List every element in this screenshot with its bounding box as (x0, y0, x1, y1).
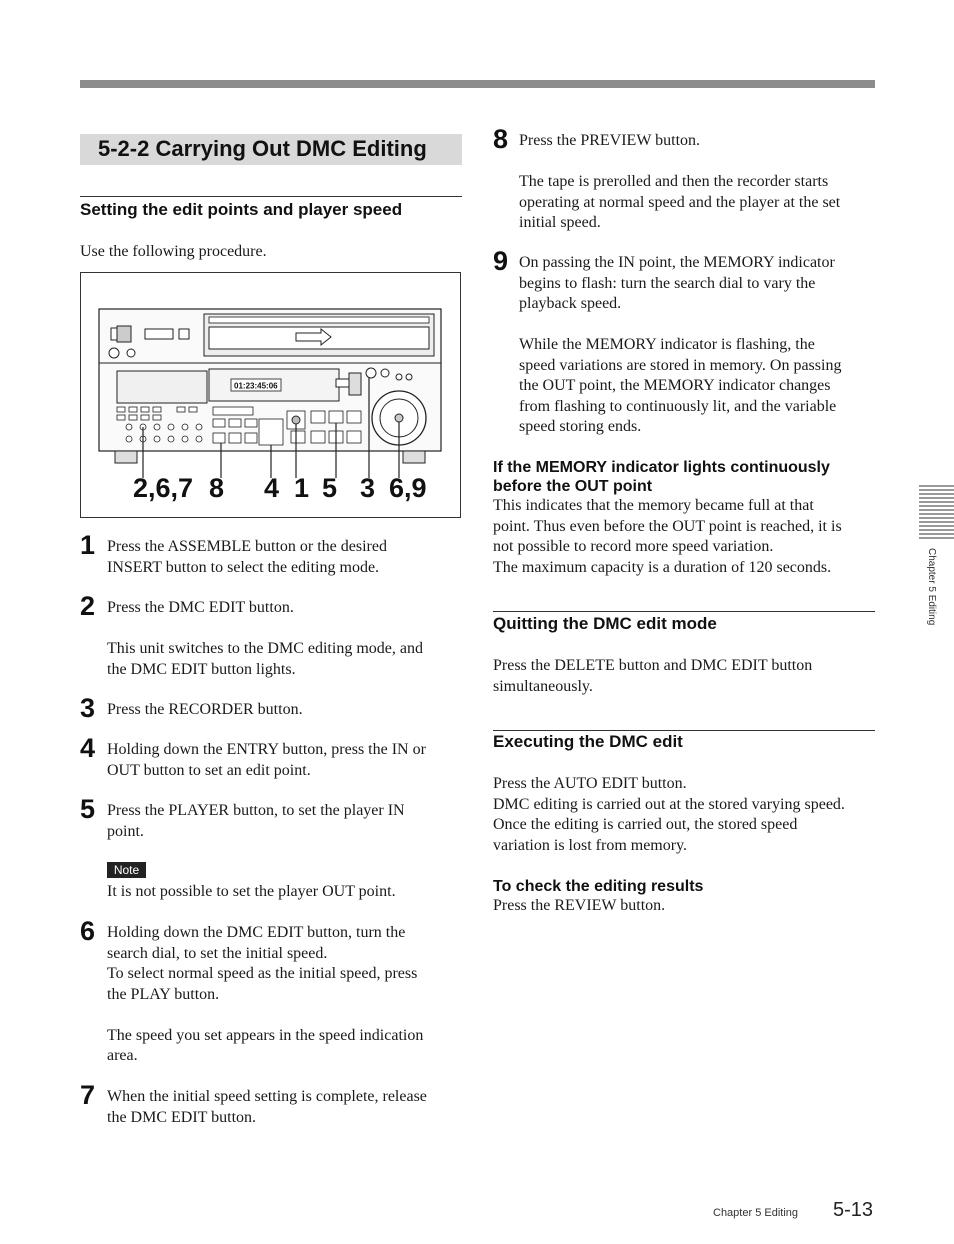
step-number-1: 1 (80, 530, 96, 560)
step-1-text: Press the ASSEMBLE button or the desired INSERT button to select the editing mode. (107, 538, 387, 576)
step-number-3: 3 (80, 693, 96, 723)
quitting-text: Press the DELETE button and DMC EDIT button simultaneously. (493, 657, 813, 695)
figure-label-1: 1 (294, 473, 310, 503)
check-heading: To check the editing results (493, 878, 704, 895)
note-text: It is not possible to set the player OUT point. (107, 883, 396, 900)
figure-label-8: 8 (209, 473, 225, 503)
section-title-box (80, 134, 462, 165)
step-number-5: 5 (80, 794, 96, 824)
intro-text: Use the following procedure. (80, 243, 267, 260)
deck-figure (80, 272, 461, 518)
step-number-6: 6 (80, 916, 96, 946)
step-6-text: Holding down the DMC EDIT button, turn the search dial, to set the initial speed. To select normal speed as the initial speed, press the PLAY button. The speed you set appears in the speed indication area. (107, 924, 424, 1064)
memory-full-heading: If the MEMORY indicator lights continuously before the OUT point (493, 459, 830, 495)
figure-label-6-9: 6,9 (389, 473, 427, 503)
timecode-text: 01:23:45:06 (234, 381, 278, 391)
top-rule (80, 80, 875, 88)
executing-heading: Executing the DMC edit (493, 732, 683, 751)
figure-label-3: 3 (360, 473, 376, 503)
side-chapter-label: Chapter 5 Editing (926, 548, 937, 626)
executing-rule (493, 730, 875, 731)
page-number: 5-13 (833, 1199, 874, 1221)
step-number-2: 2 (80, 591, 96, 621)
note-badge: Note (107, 862, 146, 878)
quitting-heading: Quitting the DMC edit mode (493, 614, 717, 633)
chapter-thumb-tab (919, 484, 954, 540)
step-number-4: 4 (80, 733, 96, 763)
step-number-9: 9 (493, 246, 509, 276)
step-7-text: When the initial speed setting is complete, release the DMC EDIT button. (107, 1088, 427, 1126)
figure-label-5: 5 (322, 473, 338, 503)
footer-chapter: Chapter 5 Editing (713, 1207, 798, 1219)
quitting-rule (493, 611, 875, 612)
figure-label-2-6-7: 2,6,7 (133, 473, 194, 503)
step-8-text: Press the PREVIEW button. The tape is prerolled and then the recorder starts operating at normal speed and the player at the set initial speed. (519, 132, 841, 231)
subsection-rule (80, 196, 462, 197)
check-text: Press the REVIEW button. (493, 897, 666, 914)
step-3-text: Press the RECORDER button. (107, 701, 303, 718)
step-9-text: On passing the IN point, the MEMORY indicator begins to flash: turn the search dial to vary the playback speed. While the MEMORY indicator is flashing, the speed variations are stored in memory. On passing the OUT point, the MEMORY indicator changes from flashing to continuously lit, and the variable speed storing ends. (519, 254, 842, 435)
step-5-text: Press the PLAYER button, to set the player IN point. (107, 802, 405, 840)
memory-full-text: This indicates that the memory became full at that point. Thus even before the OUT point is reached, it is not possible to record more speed variation. The maximum capacity is a duration of 120 seconds. (493, 497, 842, 576)
subsection-heading: Setting the edit points and player speed (80, 200, 403, 219)
executing-text: Press the AUTO EDIT button. DMC editing is carried out at the stored varying speed. Once the editing is carried out, the stored speed variation is lost from memory. (493, 775, 845, 854)
step-number-8: 8 (493, 124, 509, 154)
section-title: 5-2-2 Carrying Out DMC Editing (98, 136, 427, 161)
step-number-7: 7 (80, 1080, 96, 1110)
step-4-text: Holding down the ENTRY button, press the IN or OUT button to set an edit point. (107, 741, 426, 779)
step-2-text: Press the DMC EDIT button. This unit switches to the DMC editing mode, and the DMC EDIT button lights. (107, 599, 423, 678)
figure-label-4: 4 (264, 473, 280, 503)
